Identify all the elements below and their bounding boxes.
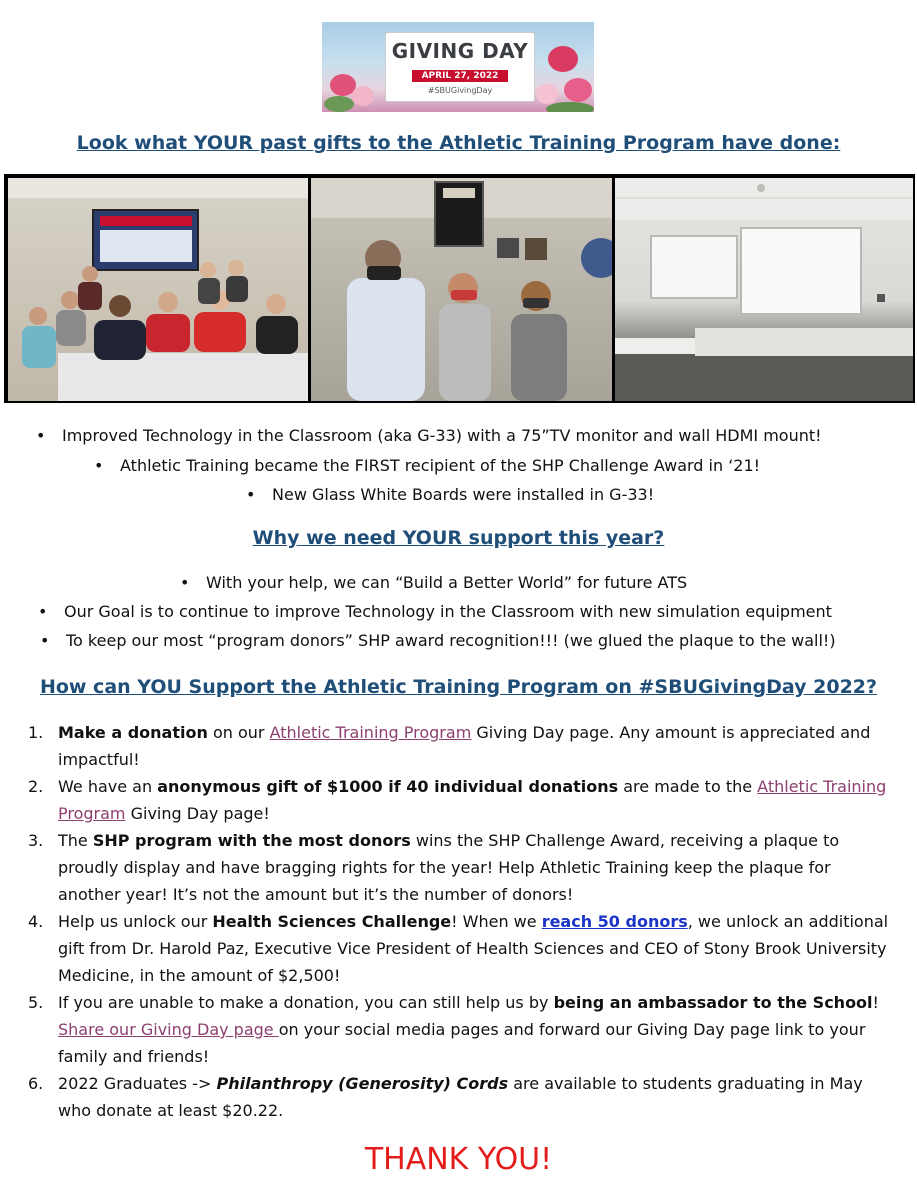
list-item: 6. 2022 Graduates -> Philanthropy (Generosity) Cords are available to students graduating in May who donate at least $20.22. bbox=[28, 1074, 863, 1120]
support-reasons-heading: Why we need YOUR support this year? bbox=[252, 527, 665, 549]
how-to-support-heading: How can YOU Support the Athletic Training Program on #SBUGivingDay 2022? bbox=[39, 676, 878, 698]
list-item: • New Glass White Boards were installed in G-33! bbox=[272, 485, 654, 504]
list-item: 5. If you are unable to make a donation, you can still help us by being an ambassador to the School! Share our Giving Day page on your social media pages and forward our Giving Day page link to your family and friends! bbox=[28, 993, 879, 1066]
athletic-training-program-link[interactable]: Athletic Training Program bbox=[58, 777, 887, 823]
reach-50-donors-link[interactable]: reach 50 donors bbox=[541, 912, 688, 931]
classroom-group-photo bbox=[8, 178, 308, 401]
list-item: • Our Goal is to continue to improve Technology in the Classroom with new simulation equipment bbox=[64, 602, 832, 621]
list-item: • Improved Technology in the Classroom (aka G-33) with a 75”TV monitor and wall HDMI mount! bbox=[62, 426, 822, 445]
whiteboard-photo bbox=[615, 178, 913, 401]
list-item: • To keep our most “program donors” SHP award recognition!!! (we glued the plaque to the wall!) bbox=[66, 631, 836, 650]
steps-list bbox=[28, 719, 898, 1124]
giving-day-date: APRIL 27, 2022 bbox=[412, 70, 509, 82]
list-item: 3. The SHP program with the most donors wins the SHP Challenge Award, receiving a plaque to proudly display and have bragging rights for the year! Help Athletic Training keep the plaque for another year! It’s not the amount but it’s the number of donors! bbox=[28, 831, 840, 904]
giving-day-title: GIVING DAY bbox=[391, 39, 529, 63]
giving-day-logo bbox=[385, 32, 535, 102]
athletic-training-program-link[interactable]: Athletic Training Program bbox=[269, 723, 472, 742]
photo-strip bbox=[4, 174, 915, 403]
list-item: 2. We have an anonymous gift of $1000 if 40 individual donations are made to the Athletic Training Program Giving Day page! bbox=[28, 777, 887, 823]
past-gifts-heading: Look what YOUR past gifts to the Athletic Training Program have done: bbox=[76, 132, 841, 154]
giving-day-hashtag: #SBUGivingDay bbox=[427, 86, 493, 95]
award-plaque-photo bbox=[311, 178, 612, 401]
list-item: 1. Make a donation on our Athletic Training Program Giving Day page. Any amount is appreciated and impactful! bbox=[28, 723, 871, 769]
thank-you-text: THANK YOU! bbox=[364, 1142, 553, 1177]
share-giving-day-page-link[interactable]: Share our Giving Day page bbox=[58, 1020, 279, 1039]
list-item: • Athletic Training became the FIRST recipient of the SHP Challenge Award in ‘21! bbox=[120, 456, 760, 475]
list-item: • With your help, we can “Build a Better World” for future ATS bbox=[206, 573, 687, 592]
list-item: 4. Help us unlock our Health Sciences Challenge! When we reach 50 donors, we unlock an additional gift from Dr. Harold Paz, Executive Vice President of Health Sciences and CEO of Stony Brook University Medicine, in the amount of $2,500! bbox=[28, 912, 889, 985]
giving-day-banner bbox=[322, 22, 594, 112]
